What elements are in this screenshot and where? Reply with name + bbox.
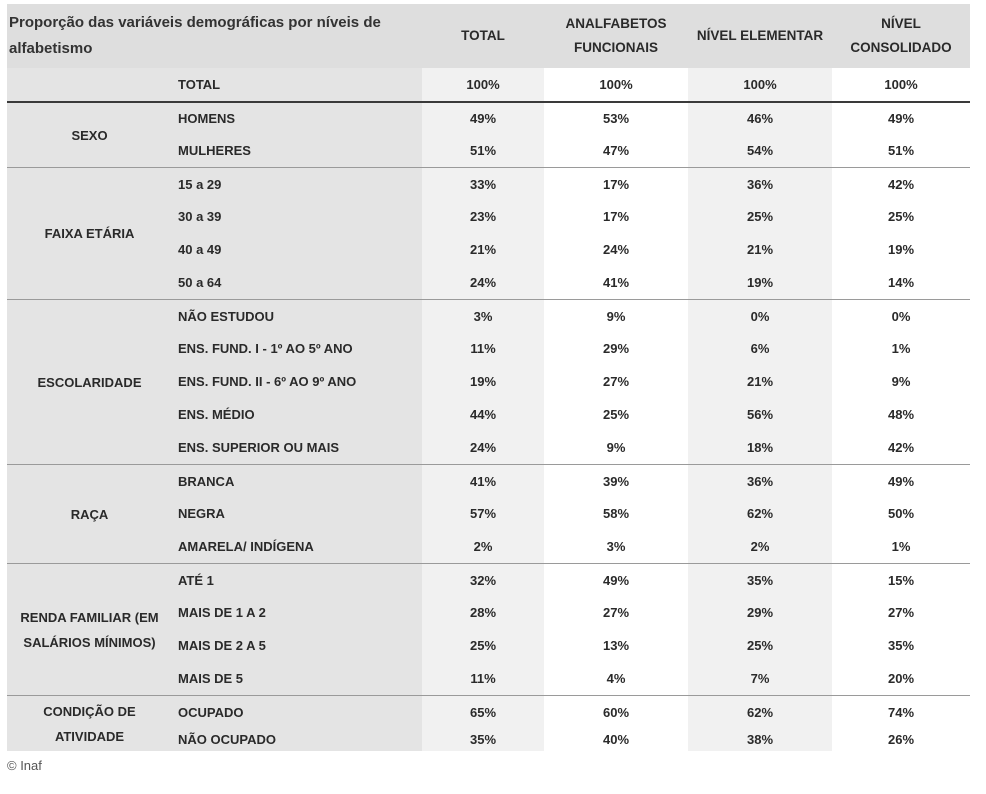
table-cell: 44% (422, 398, 544, 431)
table-cell: 27% (544, 365, 688, 398)
table-cell: 41% (544, 266, 688, 299)
table-cell: 56% (688, 398, 832, 431)
table-cell: 25% (688, 200, 832, 233)
table-cell: 48% (832, 398, 970, 431)
table-cell: 21% (688, 365, 832, 398)
table-cell: 18% (688, 431, 832, 464)
table-cell: 17% (544, 200, 688, 233)
table-cell: 36% (688, 464, 832, 497)
table-cell: 51% (422, 134, 544, 167)
group-label: ESCOLARIDADE (7, 299, 172, 464)
group-label: RENDA FAMILIAR (EM SALÁRIOS MÍNIMOS) (7, 563, 172, 695)
table-cell: 28% (422, 596, 544, 629)
table-cell: 25% (688, 629, 832, 662)
table-cell: 35% (422, 728, 544, 751)
table-cell: 2% (688, 530, 832, 563)
table-cell: 9% (832, 365, 970, 398)
table-cell: 3% (422, 299, 544, 332)
table-cell: 49% (544, 563, 688, 596)
column-header: NÍVEL ELEMENTAR (688, 4, 832, 68)
table-cell: 54% (688, 134, 832, 167)
table-cell: 74% (832, 695, 970, 728)
table-cell: 25% (832, 200, 970, 233)
table-cell: 4% (544, 662, 688, 695)
row-label: TOTAL (172, 68, 422, 101)
row-label: 50 a 64 (172, 266, 422, 299)
table-cell: 6% (688, 332, 832, 365)
row-label: 40 a 49 (172, 233, 422, 266)
table-cell: 19% (832, 233, 970, 266)
table-cell: 9% (544, 431, 688, 464)
table-cell: 13% (544, 629, 688, 662)
table-cell: 42% (832, 431, 970, 464)
row-label: ATÉ 1 (172, 563, 422, 596)
table-cell: 36% (688, 167, 832, 200)
table-cell: 24% (544, 233, 688, 266)
table-cell: 0% (832, 299, 970, 332)
table-cell: 15% (832, 563, 970, 596)
table-cell: 11% (422, 332, 544, 365)
row-label: NEGRA (172, 497, 422, 530)
table-cell: 29% (688, 596, 832, 629)
table-cell: 24% (422, 431, 544, 464)
table-cell: 0% (688, 299, 832, 332)
table-cell: 50% (832, 497, 970, 530)
group-label: SEXO (7, 101, 172, 167)
row-label: ENS. FUND. II - 6º AO 9º ANO (172, 365, 422, 398)
table-cell: 35% (832, 629, 970, 662)
table-cell: 60% (544, 695, 688, 728)
table-cell: 1% (832, 530, 970, 563)
group-label: RAÇA (7, 464, 172, 563)
table-cell: 53% (544, 101, 688, 134)
table-cell: 2% (422, 530, 544, 563)
table-cell: 100% (832, 68, 970, 101)
table-cell: 49% (422, 101, 544, 134)
table-cell: 100% (422, 68, 544, 101)
row-label: AMARELA/ INDÍGENA (172, 530, 422, 563)
table-cell: 62% (688, 497, 832, 530)
table-cell: 17% (544, 167, 688, 200)
table-cell: 41% (422, 464, 544, 497)
row-label: NÃO ESTUDOU (172, 299, 422, 332)
table-cell: 46% (688, 101, 832, 134)
table-cell: 47% (544, 134, 688, 167)
table-cell: 3% (544, 530, 688, 563)
column-header: TOTAL (422, 4, 544, 68)
table-cell: 20% (832, 662, 970, 695)
row-label: 30 a 39 (172, 200, 422, 233)
table-cell: 23% (422, 200, 544, 233)
column-header: ANALFABETOS FUNCIONAIS (544, 4, 688, 68)
row-label: HOMENS (172, 101, 422, 134)
table-cell: 58% (544, 497, 688, 530)
table-cell: 9% (544, 299, 688, 332)
row-label: MAIS DE 2 A 5 (172, 629, 422, 662)
table-cell: 26% (832, 728, 970, 751)
table-title: Proporção das variáveis demográficas por níveis de alfabetismo (7, 4, 422, 68)
copyright-note: © Inaf (7, 758, 42, 773)
table-cell: 1% (832, 332, 970, 365)
table-cell: 57% (422, 497, 544, 530)
table-cell: 19% (422, 365, 544, 398)
row-label: ENS. FUND. I - 1º AO 5º ANO (172, 332, 422, 365)
demographics-table (7, 4, 970, 751)
table-cell: 51% (832, 134, 970, 167)
table-cell: 27% (832, 596, 970, 629)
row-label: OCUPADO (172, 695, 422, 728)
row-label: MAIS DE 1 A 2 (172, 596, 422, 629)
table-cell: 49% (832, 464, 970, 497)
table-cell: 39% (544, 464, 688, 497)
table-cell: 100% (688, 68, 832, 101)
row-label: ENS. SUPERIOR OU MAIS (172, 431, 422, 464)
table-cell: 25% (422, 629, 544, 662)
row-label: MULHERES (172, 134, 422, 167)
table-cell: 24% (422, 266, 544, 299)
total-row-spacer (7, 68, 172, 101)
group-label: FAIXA ETÁRIA (7, 167, 172, 299)
table-cell: 42% (832, 167, 970, 200)
table-cell: 29% (544, 332, 688, 365)
table-cell: 21% (688, 233, 832, 266)
table-cell: 25% (544, 398, 688, 431)
table-cell: 62% (688, 695, 832, 728)
table-cell: 40% (544, 728, 688, 751)
table-cell: 11% (422, 662, 544, 695)
group-label: CONDIÇÃO DE ATIVIDADE (7, 695, 172, 751)
table-cell: 7% (688, 662, 832, 695)
row-label: MAIS DE 5 (172, 662, 422, 695)
row-label: 15 a 29 (172, 167, 422, 200)
table-cell: 32% (422, 563, 544, 596)
table-cell: 100% (544, 68, 688, 101)
table-cell: 33% (422, 167, 544, 200)
table-cell: 35% (688, 563, 832, 596)
table-cell: 49% (832, 101, 970, 134)
table-cell: 65% (422, 695, 544, 728)
column-header: NÍVEL CONSOLIDADO (832, 4, 970, 68)
table-cell: 27% (544, 596, 688, 629)
table-cell: 19% (688, 266, 832, 299)
row-label: ENS. MÉDIO (172, 398, 422, 431)
table-cell: 14% (832, 266, 970, 299)
row-label: NÃO OCUPADO (172, 728, 422, 751)
row-label: BRANCA (172, 464, 422, 497)
table-cell: 38% (688, 728, 832, 751)
table-cell: 21% (422, 233, 544, 266)
